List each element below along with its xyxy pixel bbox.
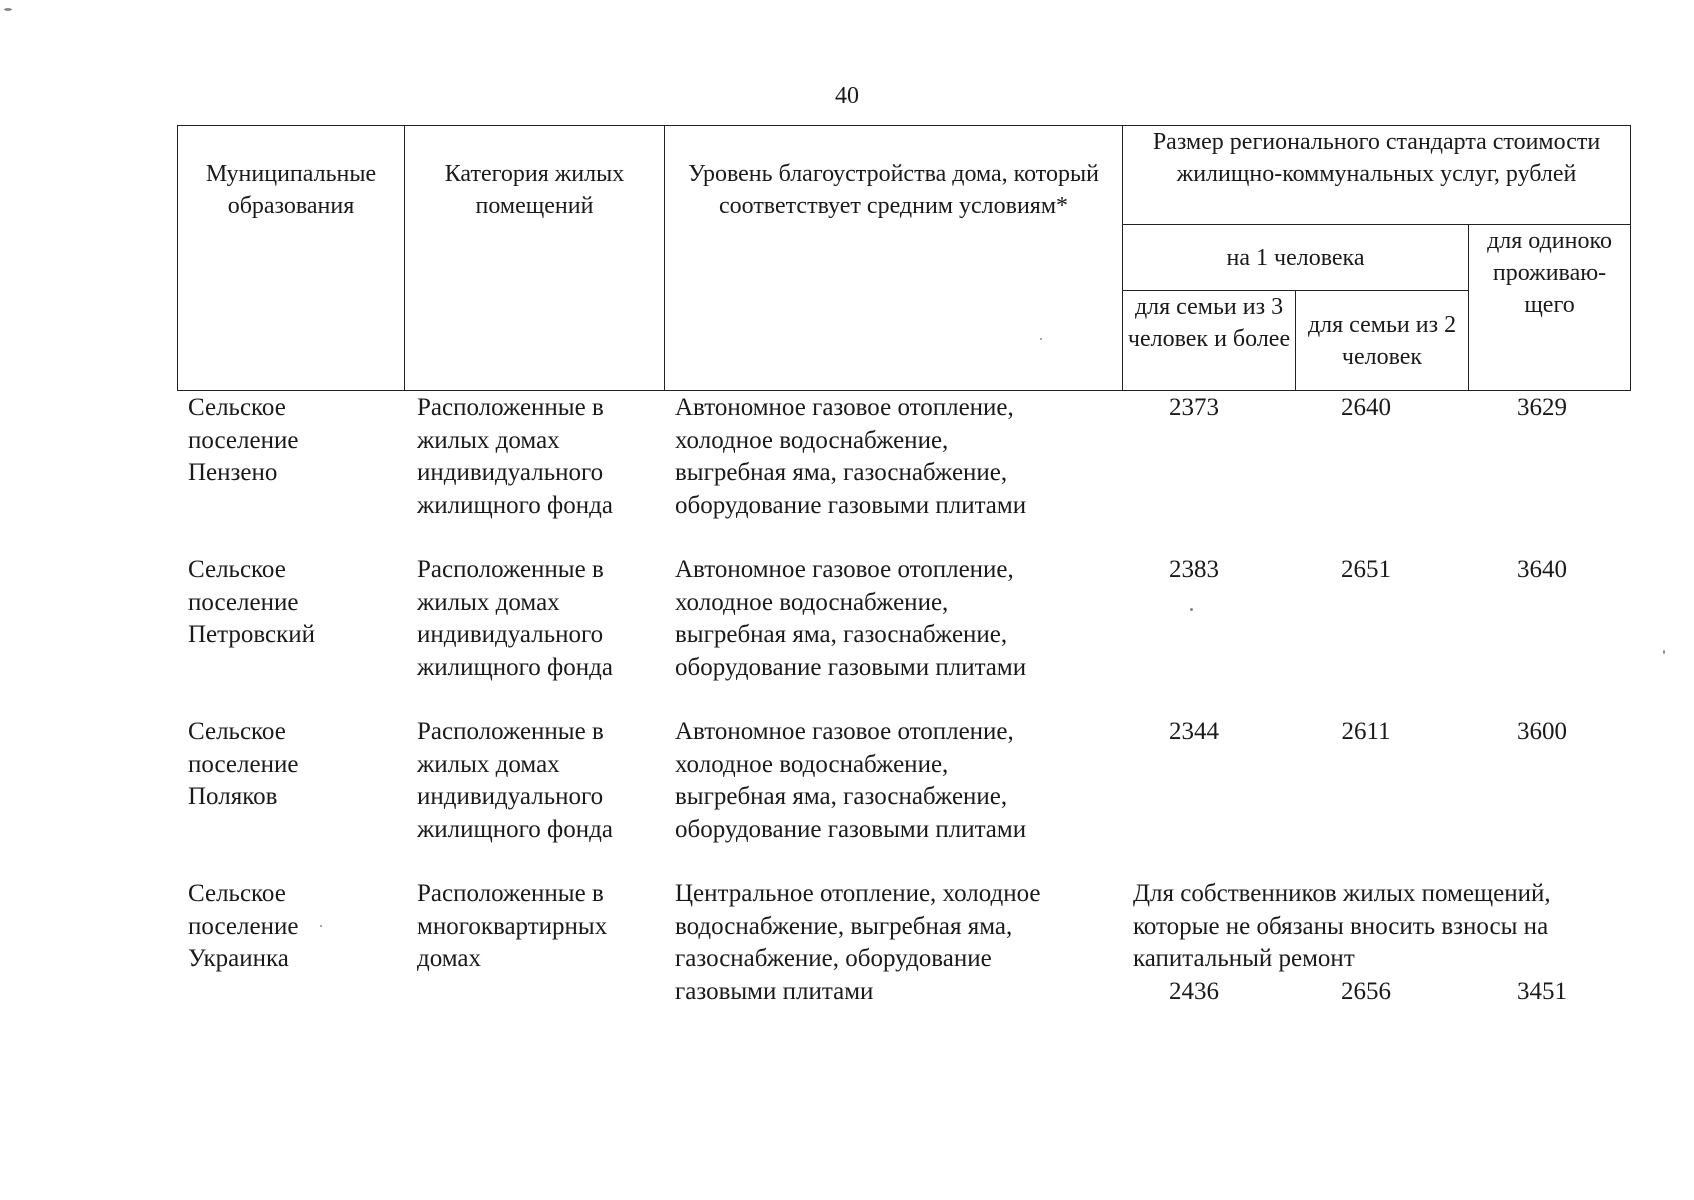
cell-single: 3600 <box>1517 718 1567 745</box>
header-standard: Размер регионального стандарта стоимости жилищно-коммунальных услуг, рублей <box>1123 126 1631 225</box>
cell-category: Расположенные в жилых домах индивидуального жилищного фонда <box>417 556 613 681</box>
cell-single: 3640 <box>1517 556 1567 583</box>
scan-speck <box>1190 608 1193 611</box>
scan-speck <box>4 8 12 11</box>
scan-speck <box>1663 650 1665 654</box>
table-body <box>177 392 1630 1040</box>
cell-municipality: Сельское поселение Поляков <box>188 718 299 810</box>
cell-level: Центральное отопление, холодное водоснабжение, выгребная яма, газоснабжение, оборудование газовыми плитами <box>675 880 1041 1005</box>
cell-single: 3629 <box>1517 394 1567 421</box>
header-municipalities: Муниципальные образования <box>178 126 405 391</box>
header-per-person: на 1 человека <box>1123 225 1469 291</box>
cell-family3: 2383 <box>1169 556 1219 583</box>
table-row <box>177 392 1630 554</box>
table-row <box>177 554 1630 716</box>
header-single: для одиноко проживаю-щего <box>1469 225 1631 391</box>
cell-family3: 2373 <box>1169 394 1219 421</box>
header-level: Уровень благоустройства дома, который соответствует средним условиям* <box>665 126 1123 391</box>
cell-municipality: Сельское поселение Петровский <box>188 556 316 648</box>
cell-category: Расположенные в жилых домах индивидуального жилищного фонда <box>417 394 613 519</box>
cell-level: Автономное газовое отопление, холодное водоснабжение, выгребная яма, газоснабжение, оборудование газовыми плитами <box>675 394 1027 519</box>
page-number: 40 <box>835 83 859 109</box>
cell-family2: 2656 <box>1341 977 1391 1005</box>
table-row <box>177 878 1630 1040</box>
cell-category: Расположенные в многоквартирных домах <box>417 880 608 972</box>
cell-level: Автономное газовое отопление, холодное водоснабжение, выгребная яма, газоснабжение, оборудование газовыми плитами <box>675 718 1027 843</box>
table-row <box>177 716 1630 878</box>
cell-family2: 2611 <box>1341 718 1391 745</box>
cell-municipality: Сельское поселение Украинка <box>188 880 299 972</box>
cell-family2: 2651 <box>1341 556 1391 583</box>
cell-level: Автономное газовое отопление, холодное водоснабжение, выгребная яма, газоснабжение, оборудование газовыми плитами <box>675 556 1027 681</box>
table-header <box>177 125 1631 391</box>
cell-category: Расположенные в жилых домах индивидуального жилищного фонда <box>417 718 613 843</box>
scan-speck <box>320 925 322 927</box>
header-family3: для семьи из 3 человек и более <box>1123 291 1296 391</box>
cell-municipality: Сельское поселение Пензено <box>188 394 299 486</box>
header-family2: для семьи из 2 человек <box>1296 291 1469 391</box>
cell-family3: 2436 <box>1169 977 1219 1005</box>
cell-note: Для собственников жилых помещений, которые не обязаны вносить взносы на капитальный ремонт <box>1133 880 1551 972</box>
cell-family3: 2344 <box>1169 718 1219 745</box>
scan-speck <box>1040 338 1042 340</box>
cell-single: 3451 <box>1517 977 1567 1005</box>
cell-family2: 2640 <box>1341 394 1391 421</box>
header-category: Категория жилых помещений <box>405 126 665 391</box>
